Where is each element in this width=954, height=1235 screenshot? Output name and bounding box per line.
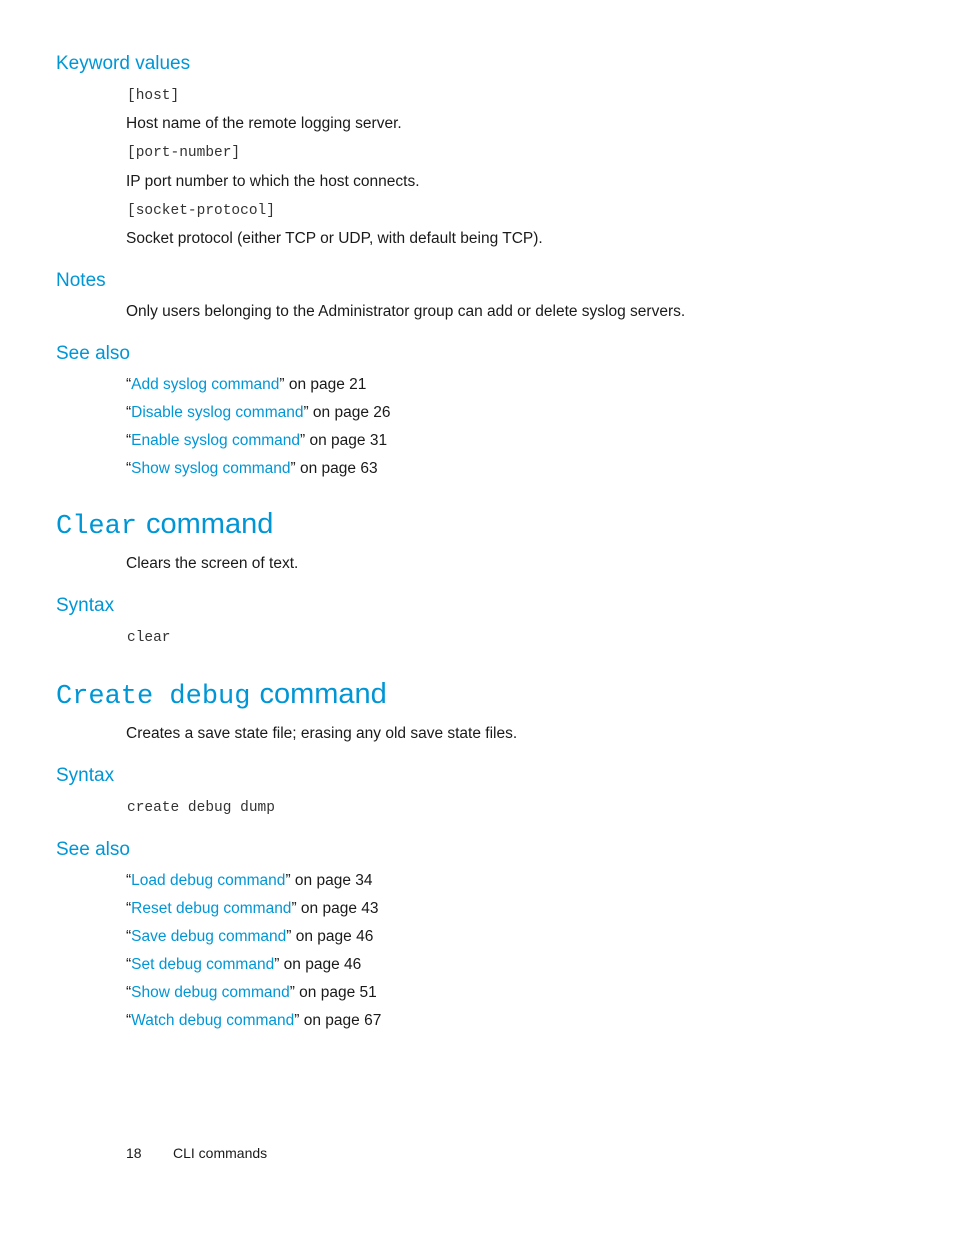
section-heading-keyword-values: Keyword values [56, 53, 191, 74]
link-set-debug-command[interactable]: Set debug command [131, 956, 275, 973]
link-add-syslog-command[interactable]: Add syslog command [131, 376, 280, 393]
command-title-clear [56, 508, 273, 542]
quote-open: “ [126, 432, 132, 449]
section-heading-see-also: See also [56, 839, 130, 860]
quote-open: “ [126, 984, 132, 1001]
section-heading-syntax: Syntax [56, 595, 115, 616]
keyword-desc-socket-protocol: Socket protocol (either TCP or UDP, with default being TCP). [126, 230, 543, 247]
quote-open: “ [126, 376, 132, 393]
quote-open: “ [126, 956, 132, 973]
cross-reference [126, 900, 378, 918]
syntax-create-debug-dump: create debug dump [127, 800, 275, 816]
quote-open: “ [126, 404, 132, 421]
link-load-debug-command[interactable]: Load debug command [131, 872, 286, 889]
cross-reference [126, 404, 391, 422]
cross-reference [126, 1012, 381, 1030]
page-reference: ” on page 21 [279, 376, 367, 393]
section-heading-notes: Notes [56, 270, 106, 291]
page-reference: ” on page 46 [274, 956, 362, 973]
quote-open: “ [126, 460, 132, 477]
footer-section-title: CLI commands [173, 1145, 268, 1161]
section-heading-see-also: See also [56, 343, 130, 364]
link-reset-debug-command[interactable]: Reset debug command [131, 900, 292, 917]
page-reference: ” on page 63 [290, 460, 378, 477]
command-name-code: Clear [56, 512, 138, 542]
command-title-word: command [259, 678, 387, 710]
notes-text: Only users belonging to the Administrator group can add or delete syslog servers. [126, 303, 686, 320]
link-enable-syslog-command[interactable]: Enable syslog command [131, 432, 301, 449]
keyword-desc-port-number: IP port number to which the host connects. [126, 173, 420, 190]
link-disable-syslog-command[interactable]: Disable syslog command [131, 404, 304, 421]
quote-open: “ [126, 1012, 132, 1029]
link-show-syslog-command[interactable]: Show syslog command [131, 460, 291, 477]
page-reference: ” on page 46 [286, 928, 374, 945]
syntax-clear: clear [127, 630, 171, 646]
link-show-debug-command[interactable]: Show debug command [131, 984, 290, 1001]
quote-open: “ [126, 872, 132, 889]
cross-reference [126, 432, 387, 450]
keyword-code-socket-protocol: [socket-protocol] [127, 203, 275, 219]
footer-page-number: 18 [126, 1145, 142, 1161]
section-heading-syntax: Syntax [56, 765, 115, 786]
command-name-code: Create debug [56, 682, 251, 712]
page-reference: ” on page 51 [289, 984, 377, 1001]
keyword-desc-host: Host name of the remote logging server. [126, 115, 402, 132]
keyword-code-port-number: [port-number] [127, 145, 241, 161]
command-title-create-debug [56, 678, 387, 712]
page-reference: ” on page 31 [300, 432, 388, 449]
cross-reference [126, 928, 373, 946]
keyword-code-host: [host] [127, 88, 180, 104]
link-watch-debug-command[interactable]: Watch debug command [131, 1012, 295, 1029]
page-reference: ” on page 34 [285, 872, 373, 889]
link-save-debug-command[interactable]: Save debug command [131, 928, 287, 945]
clear-command-description: Clears the screen of text. [126, 555, 299, 572]
quote-open: “ [126, 928, 132, 945]
page-reference: ” on page 43 [291, 900, 379, 917]
page-reference: ” on page 26 [303, 404, 391, 421]
page-reference: ” on page 67 [294, 1012, 382, 1029]
cross-reference [126, 984, 377, 1002]
command-title-word: command [146, 508, 274, 540]
cross-reference [126, 872, 372, 890]
cross-reference [126, 460, 378, 478]
cross-reference [126, 376, 366, 394]
quote-open: “ [126, 900, 132, 917]
cross-reference [126, 956, 361, 974]
create-debug-description: Creates a save state file; erasing any old save state files. [126, 725, 518, 742]
